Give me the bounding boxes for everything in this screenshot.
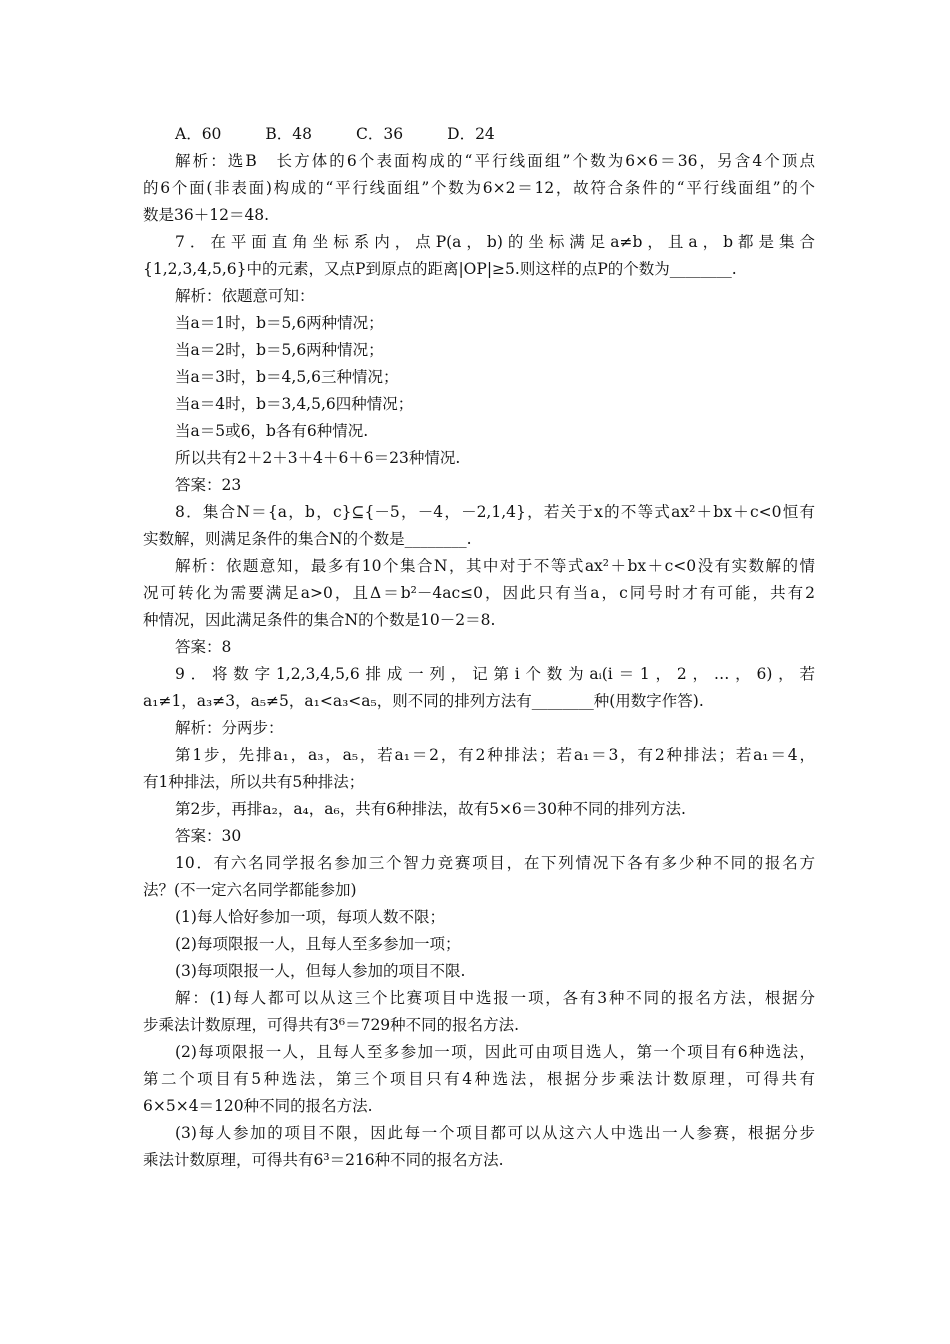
text-line: a₁≠1，a₃≠3，a₅≠5，a₁<a₃<a₅，则不同的排列方法有________种(用数字作答). <box>143 692 704 710</box>
question-9: 9．将数字1,2,3,4,5,6排成一列，记第i个数为aᵢ(i＝1，2，…，6)，若 <box>175 665 815 683</box>
text-line: 况可转化为需要满足a>0，且Δ＝b²－4ac≤0，因此只有当a，c同号时才有可能，共有2 <box>143 584 815 602</box>
text-line: 的6个面(非表面)构成的“平行线面组”个数为6×2＝12，故符合条件的“平行线面组”的个 <box>143 179 815 197</box>
text-line: 所以共有2＋2＋3＋4＋6＋6＝23种情况. <box>175 449 461 467</box>
text-line: 解析：选B 长方体的6个表面构成的“平行线面组”个数为6×6＝36，另含4个顶点 <box>175 152 815 170</box>
question-7: 7．在平面直角坐标系内，点P(a，b)的坐标满足a≠b，且a，b都是集合 <box>175 233 815 251</box>
answer-9: 答案：30 <box>175 827 242 845</box>
text-line: 解析：依题意可知： <box>175 287 315 305</box>
option-d: D．24 <box>447 125 495 143</box>
text-line: 当a＝3时，b＝4,5,6三种情况； <box>175 368 399 386</box>
text-line: 数是36＋12＝48. <box>143 206 270 224</box>
option-a: A．60 <box>175 125 222 143</box>
text-line: 解析：依题意知，最多有10个集合N，其中对于不等式ax²＋bx＋c<0没有实数解的情 <box>175 557 815 575</box>
text-line: 种情况，因此满足条件的集合N的个数是10－2＝8. <box>143 611 496 629</box>
text-line: (3)每项限报一人，但每人参加的项目不限. <box>175 962 466 980</box>
text-line: 有1种排法，所以共有5种排法； <box>143 773 365 791</box>
text-line: 当a＝5或6，b各有6种情况. <box>175 422 369 440</box>
text-line: 6×5×4＝120种不同的报名方法. <box>143 1097 373 1115</box>
option-b: B．48 <box>265 125 313 143</box>
text-line: {1,2,3,4,5,6}中的元素，又点P到原点的距离|OP|≥5.则这样的点P的个数为________. <box>143 260 737 278</box>
text-line: (2)每项限报一人，且每人至多参加一项，因此可由项目选人，第一个项目有6种选法， <box>175 1043 815 1061</box>
text-line: 法？(不一定六名同学都能参加) <box>143 881 357 899</box>
answer-7: 答案：23 <box>175 476 242 494</box>
text-line: 第二个项目有5种选法，第三个项目只有4种选法，根据分步乘法计数原理，可得共有 <box>143 1070 815 1088</box>
text-line: 当a＝4时，b＝3,4,5,6四种情况； <box>175 395 414 413</box>
option-c: C．36 <box>356 125 404 143</box>
question-8: 8．集合N＝{a，b，c}⊆{－5，－4，－2,1,4}，若关于x的不等式ax²＋bx＋c<0恒有 <box>175 503 815 521</box>
text-line: 解析：分两步： <box>175 719 284 737</box>
answer-8: 答案：8 <box>175 638 232 656</box>
answer-options <box>175 124 815 144</box>
text-line: 第1步，先排a₁，a₃，a₅，若a₁＝2，有2种排法；若a₁＝3，有2种排法；若a₁＝4， <box>175 746 815 764</box>
text-line: (1)每人恰好参加一项，每项人数不限； <box>175 908 445 926</box>
text-line: (2)每项限报一人，且每人至多参加一项； <box>175 935 461 953</box>
text-line: 步乘法计数原理，可得共有3⁶＝729种不同的报名方法. <box>143 1016 520 1034</box>
text-line: 乘法计数原理，可得共有6³＝216种不同的报名方法. <box>143 1151 504 1169</box>
text-line: 当a＝1时，b＝5,6两种情况； <box>175 314 384 332</box>
text-line: 第2步，再排a₂，a₄，a₆，共有6种排法，故有5×6＝30种不同的排列方法. <box>175 800 686 818</box>
text-line: (3)每人参加的项目不限，因此每一个项目都可以从这六人中选出一人参赛，根据分步 <box>175 1124 815 1142</box>
text-line: 实数解，则满足条件的集合N的个数是________. <box>143 530 472 548</box>
text-line: 当a＝2时，b＝5,6两种情况； <box>175 341 384 359</box>
text-line: 解：(1)每人都可以从这三个比赛项目中选报一项，各有3种不同的报名方法，根据分 <box>175 989 815 1007</box>
question-10: 10．有六名同学报名参加三个智力竞赛项目，在下列情况下各有多少种不同的报名方 <box>175 854 815 872</box>
